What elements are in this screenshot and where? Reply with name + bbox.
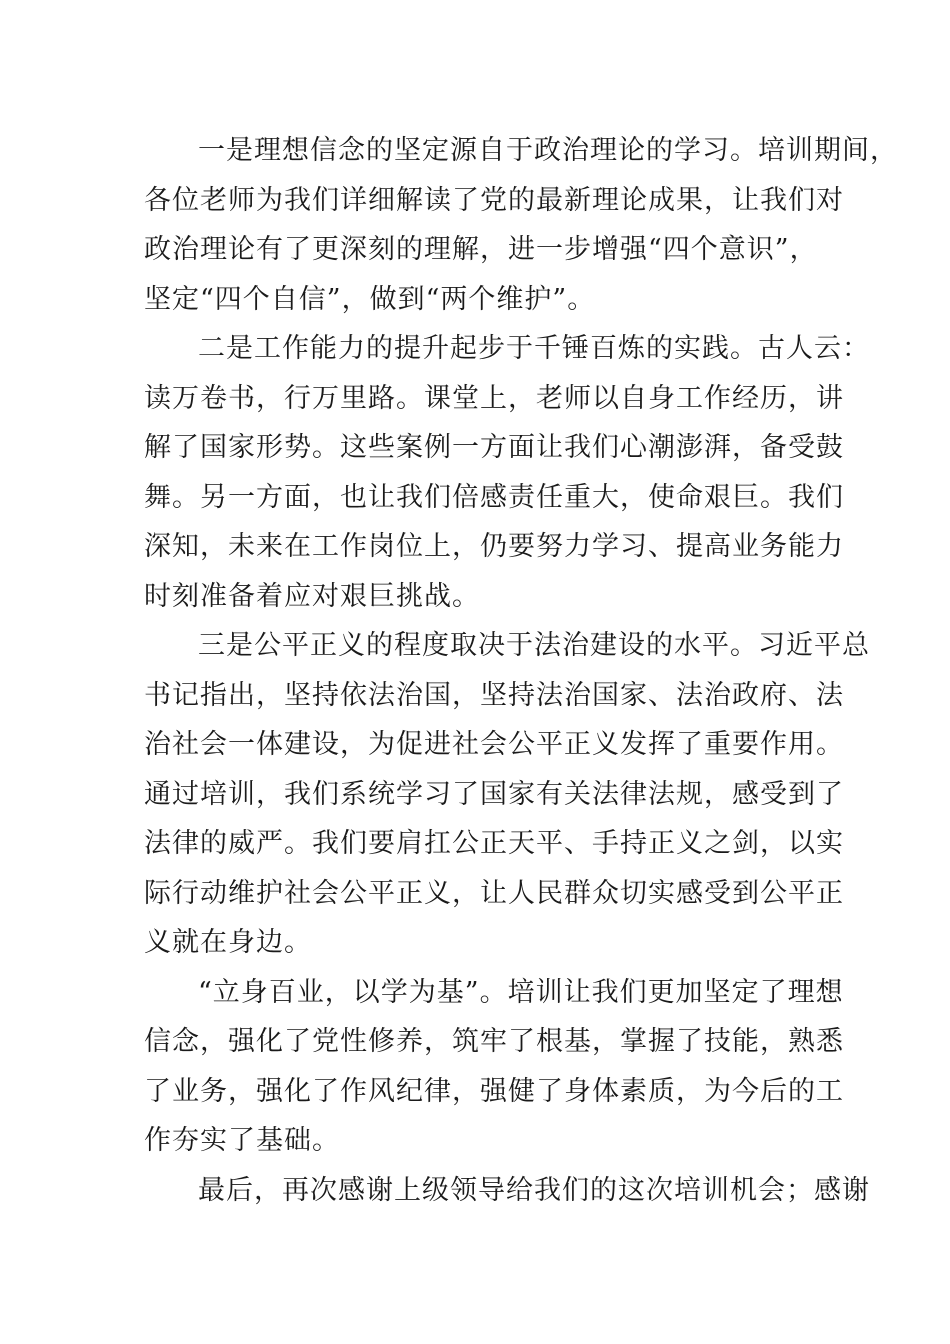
text-line: 二是工作能力的提升起步于千锤百炼的实践。古人云： [198,333,870,364]
paragraph-ideals-and-beliefs [144,126,898,324]
text-line: 解了国家形势。这些案例一方面让我们心潮澎湃，备受鼓 [144,432,844,463]
paragraph-work-ability [144,324,870,621]
text-line: 作夯实了基础。 [144,1125,340,1156]
text-line: 法律的威严。我们要肩扛公正天平、手持正义之剑，以实 [144,828,844,859]
text-line: 通过培训，我们系统学习了国家有关法律法规，感受到了 [144,778,844,810]
text-line: 治社会一体建设，为促进社会公平正义发挥了重要作用。 [144,729,844,760]
paragraph-closing-thanks [144,1166,870,1216]
text-line: 最后，再次感谢上级领导给我们的这次培训机会；感谢 [198,1174,870,1206]
text-line: 信念，强化了党性修养，筑牢了根基，掌握了技能，熟悉 [144,1026,844,1057]
text-line: 坚定“四个自信”，做到“两个维护”。 [144,283,596,315]
text-line: 了业务，强化了作风纪律，强健了身体素质，为今后的工 [144,1075,844,1107]
text-line: 时刻准备着应对艰巨挑战。 [144,580,480,612]
paragraph-fairness-and-justice [144,621,870,968]
paragraph-learning-foundation [144,968,844,1166]
text-line: 义就在身边。 [144,927,312,958]
text-line: 三是公平正义的程度取决于法治建设的水平。习近平总 [198,630,870,661]
text-line: 深知，未来在工作岗位上，仍要努力学习、提高业务能力 [144,531,844,562]
text-line: 读万卷书，行万里路。课堂上，老师以自身工作经历，讲 [144,382,844,414]
text-line: “立身百业，以学为基”。培训让我们更加坚定了理想 [198,976,844,1008]
document-body [144,126,898,1215]
text-line: 书记指出，坚持依法治国，坚持法治国家、法治政府、法 [144,679,844,711]
text-line: 际行动维护社会公平正义，让人民群众切实感受到公平正 [144,877,844,909]
text-line: 各位老师为我们详细解读了党的最新理论成果，让我们对 [144,184,844,216]
text-line: 一是理想信念的坚定源自于政治理论的学习。培训期间， [198,135,898,166]
text-line: 政治理论有了更深刻的理解，进一步增强“四个意识”， [144,234,818,265]
text-line: 舞。另一方面，也让我们倍感责任重大，使命艰巨。我们 [144,481,844,513]
